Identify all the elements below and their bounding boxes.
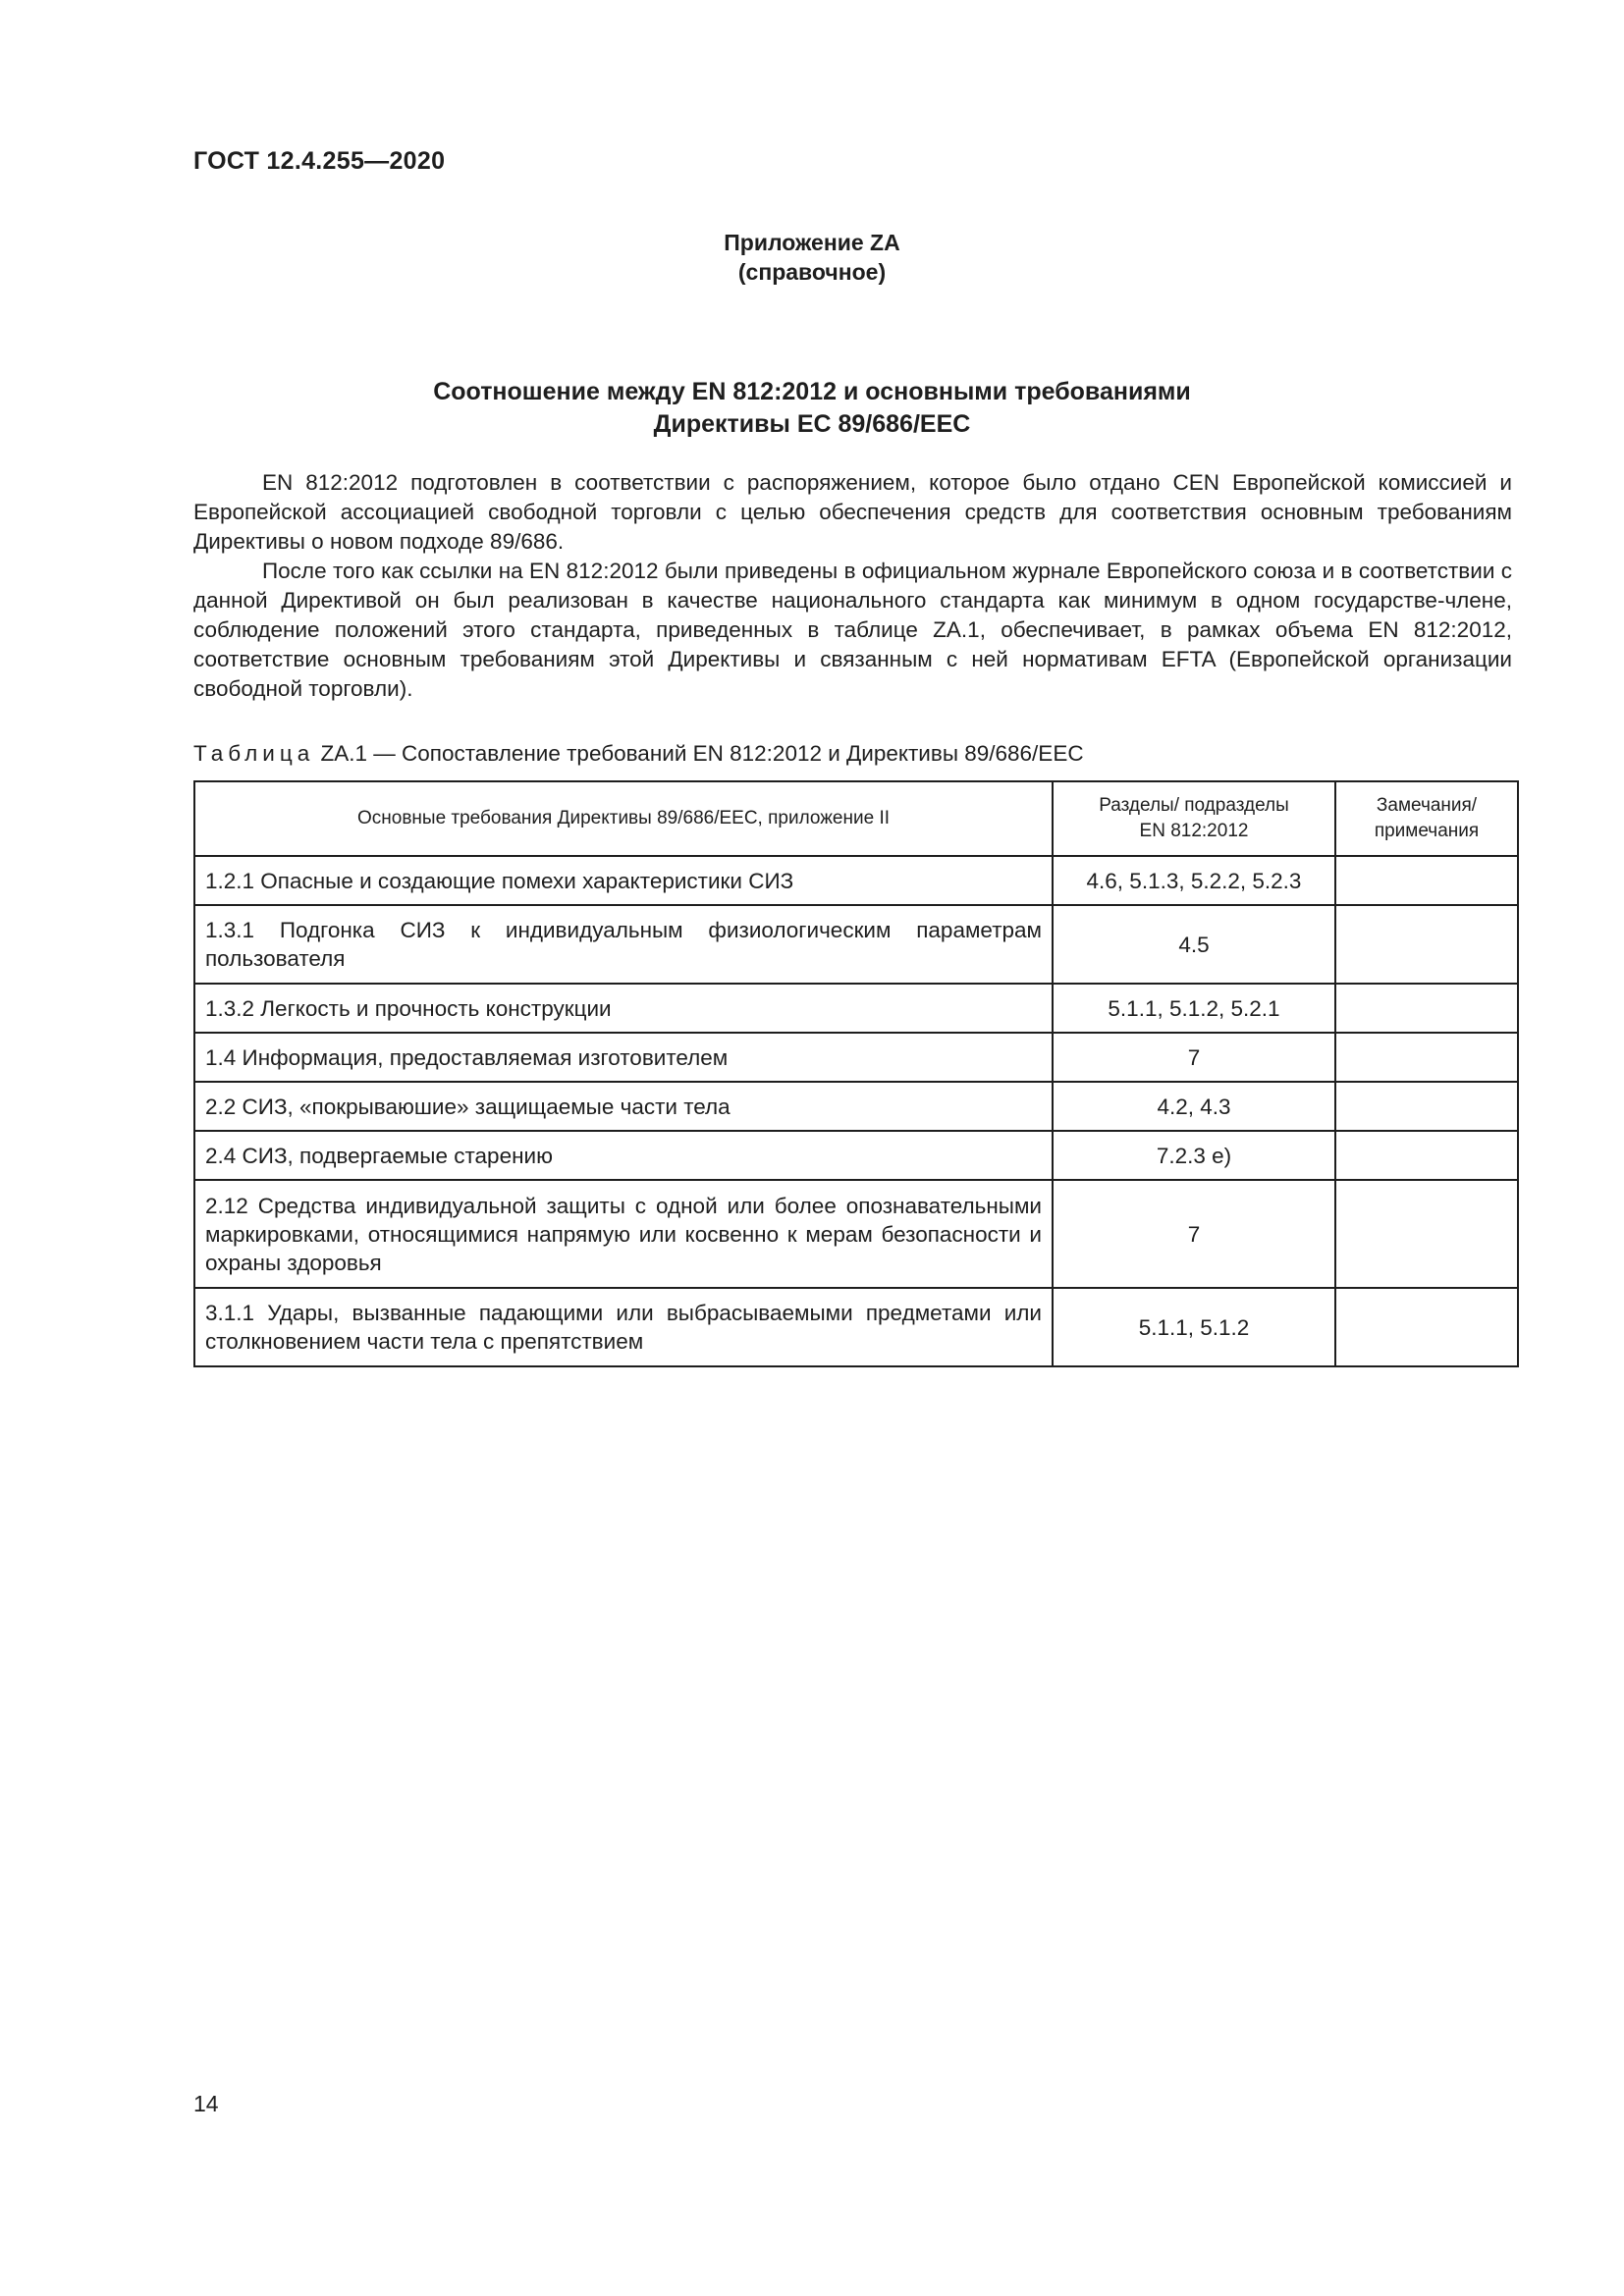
- table-caption: [193, 741, 1084, 767]
- sections-cell: 5.1.1, 5.1.2, 5.2.1: [1053, 984, 1335, 1033]
- sections-cell: 7: [1053, 1033, 1335, 1082]
- requirement-cell: 1.2.1 Опасные и создающие помехи характеристики СИЗ: [194, 856, 1053, 905]
- header-sections-line-1: Разделы/ подразделы: [1099, 795, 1289, 816]
- requirement-cell: 3.1.1 Удары, вызванные падающими или выбрасываемыми предметами или столкновением части тела с препятствием: [194, 1288, 1053, 1366]
- annex-title: [0, 376, 1624, 441]
- requirements-table: [193, 780, 1519, 1367]
- header-notes-line-2: примечания: [1374, 821, 1480, 841]
- requirement-cell: 2.12 Средства индивидуальной защиты с одной или более опознавательными маркировками, относящимися напрямую или косвенно к мерам безопасности и охраны здоровья: [194, 1180, 1053, 1288]
- table-row: [194, 1288, 1518, 1366]
- requirement-cell: 1.4 Информация, предоставляемая изготовителем: [194, 1033, 1053, 1082]
- notes-cell: [1335, 905, 1518, 984]
- table-row: [194, 1033, 1518, 1082]
- intro-paragraph-1: EN 812:2012 подготовлен в соответствии с распоряжением, которое было отдано CEN Европейской комиссией и Европейской ассоциацией свободной торговли с целью обеспечения средств для соответствия основным требованиям Директивы о новом подходе 89/686.: [193, 470, 1512, 554]
- annex-heading: [0, 228, 1624, 287]
- table-row: [194, 1180, 1518, 1288]
- notes-cell: [1335, 1033, 1518, 1082]
- requirement-cell: 1.3.2 Легкость и прочность конструкции: [194, 984, 1053, 1033]
- page-number: 14: [193, 2091, 219, 2116]
- notes-cell: [1335, 1082, 1518, 1131]
- table-header-row: [194, 781, 1518, 856]
- notes-cell: [1335, 984, 1518, 1033]
- table-row: [194, 1082, 1518, 1131]
- table-caption-text: ZA.1 — Сопоставление требований EN 812:2012 и Директивы 89/686/EEC: [320, 741, 1084, 766]
- header-notes-line-1: Замечания/: [1376, 795, 1478, 816]
- requirement-cell: 2.2 СИЗ, «покрываюшие» защищаемые части тела: [194, 1082, 1053, 1131]
- annex-title-line-1: Соотношение между EN 812:2012 и основными требованиями: [433, 378, 1191, 405]
- notes-cell: [1335, 1288, 1518, 1366]
- annex-status: (справочное): [737, 259, 887, 285]
- header-requirements: Основные требования Директивы 89/686/EEC, приложение II: [194, 781, 1053, 856]
- document-code: ГОСТ 12.4.255—2020: [193, 147, 446, 175]
- table-row: [194, 984, 1518, 1033]
- header-notes: [1335, 781, 1518, 856]
- table-row: [194, 1131, 1518, 1180]
- sections-cell: 4.6, 5.1.3, 5.2.2, 5.2.3: [1053, 856, 1335, 905]
- header-sections-line-2: EN 812:2012: [1139, 821, 1249, 841]
- sections-cell: 5.1.1, 5.1.2: [1053, 1288, 1335, 1366]
- sections-cell: 7.2.3 е): [1053, 1131, 1335, 1180]
- table-row: [194, 856, 1518, 905]
- requirement-cell: 1.3.1 Подгонка СИЗ к индивидуальным физиологическим параметрам пользователя: [194, 905, 1053, 984]
- intro-text: [193, 468, 1512, 704]
- notes-cell: [1335, 856, 1518, 905]
- sections-cell: 4.5: [1053, 905, 1335, 984]
- table-caption-prefix: Таблица: [193, 741, 315, 766]
- sections-cell: 4.2, 4.3: [1053, 1082, 1335, 1131]
- notes-cell: [1335, 1180, 1518, 1288]
- annex-title-line-2: Директивы ЕС 89/686/ЕЕС: [653, 410, 971, 438]
- notes-cell: [1335, 1131, 1518, 1180]
- table-row: [194, 905, 1518, 984]
- requirement-cell: 2.4 СИЗ, подвергаемые старению: [194, 1131, 1053, 1180]
- sections-cell: 7: [1053, 1180, 1335, 1288]
- header-sections: [1053, 781, 1335, 856]
- annex-label: Приложение ZA: [724, 230, 900, 255]
- intro-paragraph-2: После того как ссылки на EN 812:2012 были приведены в официальном журнале Европейского союза и в соответствии с данной Директивой он был реализован в качестве национального стандарта как минимум в одном государстве-члене, соблюдение положений этого стандарта, приведенных в таблице ZA.1, обеспечивает, в рамках объема EN 812:2012, соответствие основным требованиям этой Директивы и связанным с ней нормативам EFTA (Европейской организации свободной торговли).: [193, 559, 1512, 701]
